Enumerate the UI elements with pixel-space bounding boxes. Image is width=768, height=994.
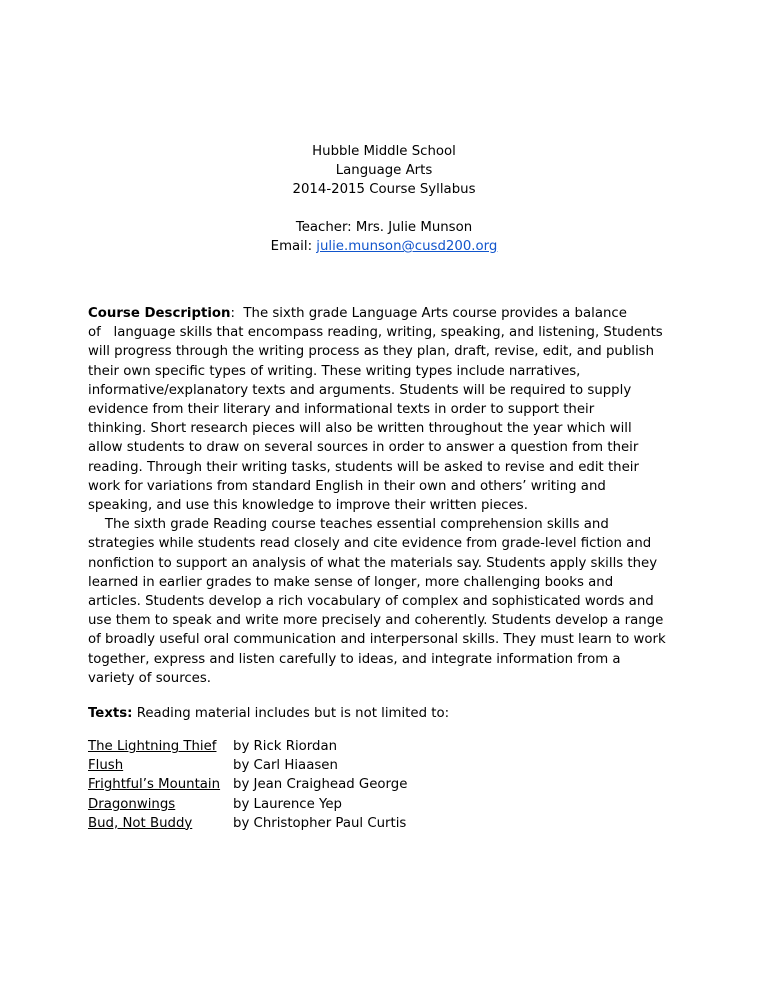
texts-heading: Texts: [88, 706, 133, 721]
description-line: thinking. Short research pieces will also be written throughout the year which will [88, 421, 632, 437]
book-author: by Laurence Yep [233, 796, 342, 812]
description-line: evidence from their literary and informational texts in order to support their [88, 402, 595, 418]
description-line: speaking, and use this knowledge to improve their written pieces. [88, 498, 528, 514]
description-line: Course Description: The sixth grade Language Arts course provides a balance [88, 306, 627, 321]
description-line: of language skills that encompass reading, writing, speaking, and listening, Students [88, 325, 663, 341]
list-item [88, 756, 407, 775]
course-description [88, 304, 698, 688]
book-author: by Christopher Paul Curtis [233, 815, 407, 831]
description-line: informative/explanatory texts and arguments. Students will be required to supply [88, 382, 632, 398]
email-link[interactable]: julie.munson@cusd200.org [316, 239, 498, 254]
description-line: allow students to draw on several sources in order to answer a question from their [88, 440, 639, 456]
teacher-name: Teacher: Mrs. Julie Munson [295, 220, 473, 235]
book-title: Bud, Not Buddy [88, 815, 193, 831]
book-author: by Carl Hiaasen [233, 758, 338, 774]
description-colon: : [230, 306, 235, 321]
description-heading: Course Description [88, 306, 231, 321]
list-item [88, 737, 407, 756]
list-item [88, 795, 407, 814]
book-title: Frightful’s Mountain [88, 777, 221, 793]
book-author: by Jean Craighead George [233, 777, 408, 793]
subject-name: Language Arts [335, 163, 433, 178]
description-line: will progress through the writing process as they plan, draft, revise, edit, and publish [88, 344, 655, 360]
book-title: The Lightning Thief [88, 739, 217, 754]
book-title: Flush [88, 758, 124, 774]
book-list [88, 737, 407, 833]
description-line: use them to speak and write more precisely and coherently. Students develop a range [88, 613, 664, 629]
book-author: by Rick Riordan [233, 739, 338, 754]
syllabus-header [0, 142, 768, 199]
description-line: nonfiction to support an analysis of what the materials say. Students apply skills they [88, 555, 658, 571]
description-line: articles. Students develop a rich vocabulary of complex and sophisticated words and [88, 594, 654, 610]
book-title: Dragonwings [88, 796, 176, 812]
contact-block [0, 218, 768, 256]
texts-section [88, 704, 698, 723]
syllabus-title: 2014-2015 Course Syllabus [292, 182, 476, 197]
texts-intro: Reading material includes but is not limited to: [132, 706, 450, 721]
description-line: of broadly useful oral communication and interpersonal skills. They must learn to work [88, 632, 666, 648]
email-line [0, 237, 768, 256]
description-line: reading. Through their writing tasks, students will be asked to revise and edit their [88, 459, 639, 475]
description-line: together, express and listen carefully to ideas, and integrate information from a [88, 651, 621, 667]
description-line: The sixth grade Reading course teaches essential comprehension skills and [88, 517, 609, 533]
description-line: variety of sources. [88, 670, 212, 686]
school-name: Hubble Middle School [312, 144, 456, 159]
list-item [88, 814, 407, 833]
description-line: work for variations from standard English in their own and others’ writing and [88, 478, 606, 494]
description-line: their own specific types of writing. These writing types include narratives, [88, 363, 581, 379]
email-label: Email: [270, 239, 317, 254]
description-line: strategies while students read closely and cite evidence from grade-level fiction and [88, 536, 652, 552]
list-item [88, 775, 407, 794]
description-line: learned in earlier grades to make sense of longer, more challenging books and [88, 574, 614, 590]
